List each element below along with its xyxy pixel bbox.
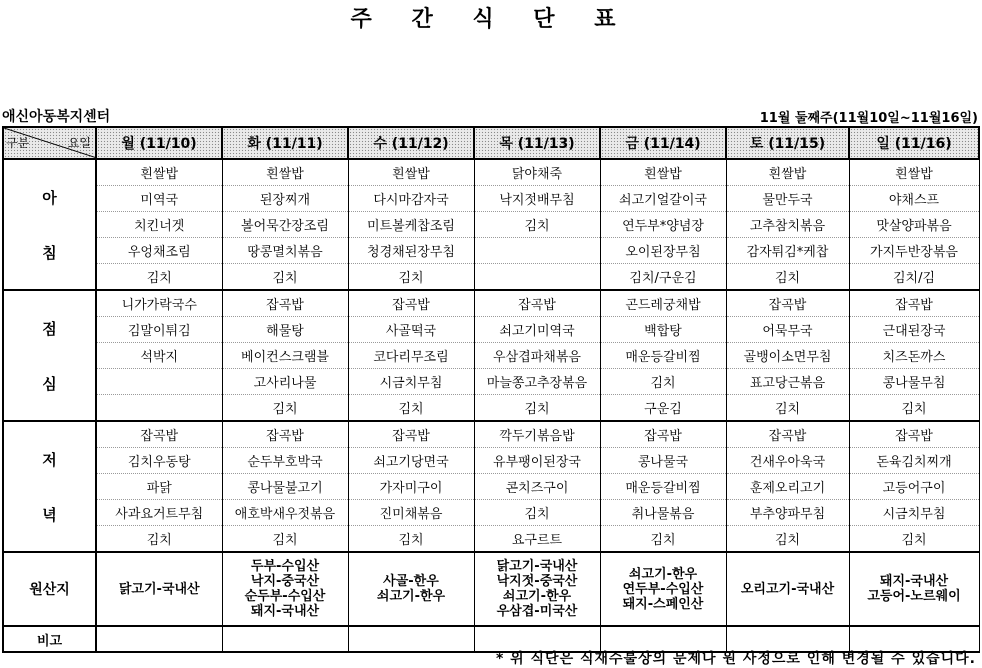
origin-cell [474, 552, 600, 626]
menu-cell: 흰쌀밥 [348, 159, 474, 186]
menu-cell: 김치 [96, 264, 222, 291]
remarks-cell [222, 626, 348, 652]
menu-cell: 사골떡국 [348, 317, 474, 343]
day-header: 화 (11/11) [222, 127, 348, 159]
menu-cell: 잡곡밥 [600, 421, 726, 448]
origin-line: 우삼겹-미국산 [496, 604, 578, 619]
menu-cell: 잡곡밥 [222, 421, 348, 448]
origin-line: 닭고기-국내산 [118, 581, 200, 597]
menu-cell: 석박지 [96, 343, 222, 369]
menu-cell: 가자미구이 [348, 474, 474, 500]
meal-label-top: 저 [42, 450, 57, 469]
menu-cell: 닭야채죽 [474, 159, 600, 186]
meal-label-bottom: 녁 [42, 505, 57, 524]
meal-row [3, 395, 979, 422]
menu-cell: 요구르트 [474, 526, 600, 553]
origin-line: 쇠고기-한우 [502, 589, 572, 604]
meal-label-top: 아 [42, 188, 57, 207]
menu-cell: 고등어구이 [849, 474, 979, 500]
menu-cell: 쇠고기얼갈이국 [600, 186, 726, 212]
menu-cell: 잡곡밥 [726, 290, 849, 317]
menu-cell: 유부팽이된장국 [474, 448, 600, 474]
menu-cell: 치즈돈까스 [849, 343, 979, 369]
menu-cell: 코다리무조림 [348, 343, 474, 369]
menu-cell: 마늘쫑고추장볶음 [474, 369, 600, 395]
menu-body [3, 159, 979, 552]
menu-cell: 김말이튀김 [96, 317, 222, 343]
corner-cell [3, 127, 96, 159]
meal-label [3, 159, 96, 290]
meal-row [3, 317, 979, 343]
menu-cell: 취나물볶음 [600, 500, 726, 526]
meal-row [3, 500, 979, 526]
corner-left-label: 구분 [6, 136, 30, 150]
menu-cell: 콩나물무침 [849, 369, 979, 395]
menu-cell: 어묵무국 [726, 317, 849, 343]
menu-cell: 땅콩멸치볶음 [222, 238, 348, 264]
menu-cell: 된장찌개 [222, 186, 348, 212]
menu-cell [474, 264, 600, 291]
footnote: * 위 식단은 식재수불상의 문제나 원 사정으로 인해 변경될 수 있습니다. [495, 651, 976, 667]
menu-cell [474, 238, 600, 264]
origin-line: 연두부-수입산 [622, 581, 704, 597]
menu-cell: 김치 [474, 500, 600, 526]
menu-cell: 잡곡밥 [348, 290, 474, 317]
origin-line: 돼지-국내산 [250, 604, 320, 619]
menu-cell: 표고당근볶음 [726, 369, 849, 395]
menu-cell: 순두부호박국 [222, 448, 348, 474]
week-label: 11월 둘째주(11월10일~11월16일) [759, 111, 978, 126]
menu-cell [96, 395, 222, 422]
menu-cell: 김치 [348, 526, 474, 553]
origin-cell [96, 552, 222, 626]
meal-row [3, 369, 979, 395]
menu-cell: 애호박새우젓볶음 [222, 500, 348, 526]
origin-line: 돼지-스페인산 [622, 596, 704, 612]
origin-line: 쇠고기-한우 [376, 589, 446, 604]
header-row [3, 127, 979, 159]
menu-cell: 볼어묵간장조림 [222, 212, 348, 238]
menu-cell: 돈육김치찌개 [849, 448, 979, 474]
menu-cell: 훈제오리고기 [726, 474, 849, 500]
menu-cell: 고사리나물 [222, 369, 348, 395]
menu-cell: 흰쌀밥 [600, 159, 726, 186]
menu-cell: 쇠고기당면국 [348, 448, 474, 474]
menu-cell: 김치 [726, 526, 849, 553]
menu-cell: 치킨너겟 [96, 212, 222, 238]
organization-name: 애신아동복지센터 [2, 109, 111, 125]
menu-cell: 김치 [222, 264, 348, 291]
day-header: 수 (11/12) [348, 127, 474, 159]
menu-cell: 흰쌀밥 [726, 159, 849, 186]
origin-line: 돼지-국내산 [879, 574, 949, 589]
day-header: 토 (11/15) [726, 127, 849, 159]
meal-label-top: 점 [42, 319, 57, 338]
meal-row [3, 343, 979, 369]
menu-cell: 파닭 [96, 474, 222, 500]
menu-cell: 잡곡밥 [849, 421, 979, 448]
menu-cell: 김치 [600, 369, 726, 395]
origin-line: 고등어-노르웨이 [867, 589, 961, 604]
menu-cell: 콘치즈구이 [474, 474, 600, 500]
menu-cell: 김치 [600, 526, 726, 553]
remarks-cell [96, 626, 222, 652]
meal-row [3, 212, 979, 238]
meal-row [3, 448, 979, 474]
day-header: 일 (11/16) [849, 127, 979, 159]
menu-cell: 낙지젓배무침 [474, 186, 600, 212]
menu-cell: 맛살양파볶음 [849, 212, 979, 238]
menu-cell: 물만두국 [726, 186, 849, 212]
meal-label [3, 421, 96, 552]
menu-cell: 김치 [348, 395, 474, 422]
menu-cell: 골뱅이소면무침 [726, 343, 849, 369]
menu-cell: 우엉채조림 [96, 238, 222, 264]
menu-cell: 김치 [222, 526, 348, 553]
menu-cell: 잡곡밥 [222, 290, 348, 317]
menu-cell: 콩나물불고기 [222, 474, 348, 500]
menu-cell: 김치 [348, 264, 474, 291]
meal-row [3, 474, 979, 500]
origin-cell [600, 552, 726, 626]
origin-cell [348, 552, 474, 626]
menu-cell: 고추참치볶음 [726, 212, 849, 238]
origin-cell [726, 552, 849, 626]
day-header: 월 (11/10) [96, 127, 222, 159]
menu-cell: 김치 [222, 395, 348, 422]
menu-cell: 김치 [474, 395, 600, 422]
menu-cell: 매운등갈비찜 [600, 474, 726, 500]
menu-cell: 사과요거트무침 [96, 500, 222, 526]
menu-cell: 연두부*양념장 [600, 212, 726, 238]
menu-cell: 진미채볶음 [348, 500, 474, 526]
origin-line: 쇠고기-한우 [628, 566, 698, 582]
menu-cell: 미역국 [96, 186, 222, 212]
meal-row [3, 526, 979, 553]
menu-cell: 잡곡밥 [849, 290, 979, 317]
origin-line: 사골-한우 [383, 574, 439, 589]
meal-row [3, 159, 979, 186]
origin-line: 닭고기-국내산 [496, 559, 578, 574]
menu-cell: 김치 [726, 395, 849, 422]
menu-cell: 잡곡밥 [474, 290, 600, 317]
menu-cell: 잡곡밥 [96, 421, 222, 448]
menu-cell: 흰쌀밥 [96, 159, 222, 186]
menu-cell: 김치 [726, 264, 849, 291]
origin-line: 낙지젓-중국산 [496, 574, 578, 589]
menu-cell: 김치 [96, 526, 222, 553]
menu-cell: 잡곡밥 [348, 421, 474, 448]
weekly-menu-table [2, 126, 980, 653]
menu-cell: 다시마감자국 [348, 186, 474, 212]
origin-row [3, 552, 979, 626]
menu-cell: 베이컨스크램블 [222, 343, 348, 369]
meal-row [3, 186, 979, 212]
day-header: 금 (11/14) [600, 127, 726, 159]
menu-cell: 곤드레궁채밥 [600, 290, 726, 317]
origin-cell [222, 552, 348, 626]
meal-label-bottom: 심 [42, 374, 57, 393]
menu-cell: 김치우동탕 [96, 448, 222, 474]
origin-line: 오리고기-국내산 [740, 581, 835, 597]
menu-cell: 깍두기볶음밥 [474, 421, 600, 448]
meal-row [3, 421, 979, 448]
meal-row [3, 238, 979, 264]
menu-cell: 흰쌀밥 [849, 159, 979, 186]
menu-cell: 김치/김 [849, 264, 979, 291]
origin-label: 원산지 [3, 552, 96, 626]
origin-line: 낙지-중국산 [250, 574, 320, 589]
menu-cell: 김치 [849, 526, 979, 553]
menu-cell: 야채스프 [849, 186, 979, 212]
menu-cell: 시금치무침 [849, 500, 979, 526]
meal-row [3, 264, 979, 291]
menu-cell: 해물탕 [222, 317, 348, 343]
menu-cell: 건새우아욱국 [726, 448, 849, 474]
menu-cell: 감자튀김*케찹 [726, 238, 849, 264]
menu-cell: 부추양파무침 [726, 500, 849, 526]
menu-cell: 미트볼케찹조림 [348, 212, 474, 238]
origin-line: 두부-수입산 [250, 559, 320, 574]
origin-cell [849, 552, 979, 626]
menu-cell: 김치 [474, 212, 600, 238]
menu-cell: 콩나물국 [600, 448, 726, 474]
menu-cell: 쇠고기미역국 [474, 317, 600, 343]
page-title: 주 간 식 단 표 [350, 7, 632, 32]
meal-row [3, 290, 979, 317]
menu-cell: 백합탕 [600, 317, 726, 343]
corner-right-label: 요일 [67, 136, 91, 150]
menu-cell: 김치/구운김 [600, 264, 726, 291]
remarks-cell [348, 626, 474, 652]
remarks-label: 비고 [3, 626, 96, 652]
origin-line: 순두부-수입산 [244, 589, 326, 604]
menu-cell: 우삼겹파채볶음 [474, 343, 600, 369]
menu-cell: 구운김 [600, 395, 726, 422]
menu-cell: 잡곡밥 [726, 421, 849, 448]
menu-cell: 시금치무침 [348, 369, 474, 395]
menu-cell: 가지두반장볶음 [849, 238, 979, 264]
meal-label-bottom: 침 [42, 243, 57, 262]
menu-cell: 근대된장국 [849, 317, 979, 343]
menu-cell: 흰쌀밥 [222, 159, 348, 186]
menu-cell: 매운등갈비찜 [600, 343, 726, 369]
menu-cell: 청경채된장무침 [348, 238, 474, 264]
meal-label [3, 290, 96, 421]
day-header: 목 (11/13) [474, 127, 600, 159]
menu-cell: 김치 [849, 395, 979, 422]
menu-cell: 니가가락국수 [96, 290, 222, 317]
menu-cell: 오이된장무침 [600, 238, 726, 264]
menu-cell [96, 369, 222, 395]
